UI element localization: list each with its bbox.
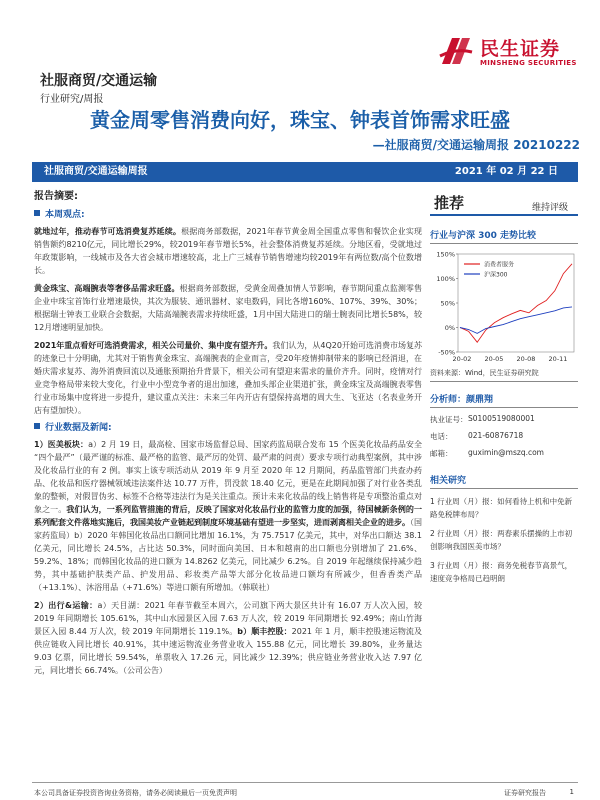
report-type: 行业研究/周报	[40, 94, 104, 105]
x-tick-label: 20-08	[516, 355, 536, 363]
sidebar-column	[430, 190, 578, 585]
related-report-link[interactable]: 3 行业周（月）报：商务免税春节高景气，速度竞争格局已趋明朗	[430, 561, 573, 583]
y-tick-label: 150%	[436, 250, 455, 259]
y-tick-label: 100%	[436, 275, 455, 283]
y-tick-label: -50%	[438, 348, 455, 357]
paragraph-travel: 2）出行&运输：a）天目湖：2021 年春节截至本周六，公司旗下两大景区共计有 16.07 万人次入园，较 2019 年同期增长 105.61%，其中山水园景区入园 7.63 万人次，较 2019 年同期增长 92.49%；南山竹海景区入园 8.44 万人次，较 2019 年同期增长 119.1%。b）顺丰控股：2021 年 1 月，顺丰控股速运物流及供应链收入同比增长 40.91%，其中速运物流业务营业收入 155.88 亿元，同比增长 39.80%，业务量达 9.03 亿票，同比增长 59.54%，单票收入 17.26 元，同比减少 12.39%；供应链业务营业收入达 7.97 亿元，同比增长 66.74%。（公司公告）	[34, 601, 423, 675]
logo-seal-icon	[438, 34, 474, 68]
y-tick-label: 0%	[444, 324, 455, 332]
series-line-1	[460, 307, 572, 334]
legend-label: 消费者服务	[484, 261, 515, 269]
related-report-link[interactable]: 2 行业周（月）报：两春素乐摆操的上市初创影响我国医美市场？	[430, 529, 573, 551]
analyst-heading: 分析师：颜鼎翔	[430, 392, 578, 408]
bullet-icon	[34, 423, 40, 429]
report-title: 黄金周零售消费向好，珠宝、钟表首饰需求旺盛	[90, 108, 510, 132]
paragraph-2: 黄金珠宝、高端腕表等奢侈品需求旺盛。根据商务部数据，受黄金周叠加情人节影响，春节期间重点监测零售企业中珠宝首饰行业增速最快，其次为服装、通讯器材、家电数码，同比各增160%、107%、39%、30%；根据瑞士钟表工业联合会数据，大陆高端腕表需求持续旺盛，1月中国大陆进口的瑞士腕表同比增长58%，较12月增速明显加快。	[34, 284, 422, 332]
rating-row	[430, 190, 578, 216]
paragraph-medical-beauty: 1）医美板块：a）2 月 19 日，最高检、国家市场监督总局、国家药监局联合发布 15 个医美化妆品药品安全 “四个最严”（最严谨的标准、最严格的监管、最严厉的处罚、最严肃的问责）要求专项行动典型案例，其中涉及化妆品行业的有 2 例。事实上该专项活动从 2019 年 9 月至 2020 年 12 月期间，药品监管部门共查办药品、化妆品和医疗器械领域违法案件达 10.77 万件，罚没款 18.40 亿元，更是在此期间加强了对行业各类乱象的整顿，对假冒伪劣、标签不合格等违法行为是关注重点。预计未来化妆品的线上销售将是专项整治重点对象之一。我们认为，一系列监管措施的背后，反映了国家对化妆品行业的监管力度的加强，待国械新条例的一系列配套文件落地实施后，我国美妆产业链起到制度环境基础有望进一步坚实，进而剥离相关企业的进步。（国家药监局）b）2020 年韩国化妆品出口额同比增加 16.1%，为 75.7517 亿美元，其中，对华出口额达 38.1 亿美元，同比增长 24.5%，占比达 50.3%，同时面向美国、日本和越南的出口额也分别增加了 21.6%、59.2%、18%；而韩国化妆品的进口额为 14.8262 亿美元，同比减少 6.2%。自 2019 年起继续保持减少趋势，其中基础护肤类产品、护发用品、彩妆类产品等大部分化妆品进口额均有所减少，但香香类产品（+13.1%）、沐浴用品（+71.6%）等进口额有所增加。（韩联社）	[34, 440, 422, 592]
rating-status: 维持评级	[531, 203, 568, 213]
x-tick-label: 20-05	[484, 355, 504, 363]
chart-title: 行业与沪深 300 走势比较	[430, 228, 578, 244]
analyst-key: 执业证号：	[430, 415, 468, 424]
paragraph-3: 2021年重点看好可选消费需求，相关公司量价、集中度有望齐升。我们认为，从4Q20开始可选消费市场复苏的迹象已十分明确，尤其对于销售黄金珠宝、高端腕表的企业而言，受20年疫情抑制带来的影响已经消退，在婚庆需求复苏、海外消费回流以及通胀预期抬升背景下，相关公司有望迎来需求的量价齐升。同时，疫情对行业竞争格局带来较大变化，行业中小型竞争者的退出加速，叠加头部企业渠道扩张，黄金珠宝及高端腕表零售行业市场集中度将进一步提升，建议重点关注：未来三年内开店有望保持高增的周大生、飞亚达（名表业务开店有望加快）。	[34, 341, 422, 415]
analyst-row	[430, 448, 578, 459]
bullet-icon	[34, 210, 40, 216]
analyst-info	[430, 414, 578, 459]
y-tick-label: 50%	[440, 299, 455, 308]
footer-disclaimer: 本公司具备证券投资咨询业务资格，请务必阅读最后一页免责声明	[34, 789, 237, 797]
trend-chart-svg	[430, 248, 578, 366]
related-list	[430, 495, 578, 585]
analyst-key: 邮箱：	[430, 449, 453, 458]
analyst-value: 021-60876718	[468, 431, 524, 440]
x-tick-label: 20-02	[452, 355, 472, 363]
trend-chart	[430, 248, 578, 366]
series-line-0	[460, 264, 572, 342]
analyst-value: S0100519080001	[468, 414, 535, 423]
company-logo	[438, 32, 578, 72]
footer-label: 证券研究报告	[504, 789, 546, 797]
header-bar-title: 社服商贸/交通运输周报	[44, 166, 148, 177]
related-report-link[interactable]: 1 行业周（月）报：如何看待上机和中免新路免税牌布局？	[430, 497, 573, 519]
section-industry-data: 行业数据及新闻:	[34, 422, 422, 435]
analyst-row	[430, 431, 578, 442]
logo-brand-cn: 民生证券	[480, 38, 561, 60]
chart-source: 资料来源：Wind，民生证券研究院	[430, 366, 578, 382]
page-footer	[32, 782, 578, 797]
analyst-value[interactable]: guximin@mszq.com	[468, 448, 544, 457]
summary-column	[34, 190, 422, 682]
x-tick-label: 20-11	[548, 355, 568, 363]
legend-label: 沪深300	[484, 271, 508, 279]
page-number: 1	[569, 788, 574, 796]
analyst-key: 电话：	[430, 432, 453, 441]
sector-label: 社服商贸/交通运输	[40, 73, 158, 89]
logo-brand-en: MINSHENG SECURITIES	[480, 59, 577, 67]
section-viewpoint: 本周观点:	[34, 209, 422, 222]
header-bar	[32, 162, 578, 182]
summary-heading: 报告摘要:	[34, 191, 78, 202]
plot-frame	[458, 254, 574, 352]
related-heading: 相关研究	[430, 473, 578, 489]
header-bar-date: 2021 年 02 月 22 日	[454, 166, 558, 177]
report-subtitle: —社服商贸/交通运输周报 20210222	[372, 138, 580, 152]
paragraph-1: 就地过年，推动春节可选消费复苏延续。根据商务部数据，2021年春节黄金周全国重点零售和餐饮企业实现销售额约8210亿元，同比增长29%，较2019年春节增长5%，社会整体消费复苏延续。分地区看，受就地过年政策影响，一线城市及各大省会城市增速较高，北上广三城春节销售增速均较2019年有两位数/高个位数增长。	[34, 227, 423, 275]
rating-label: 推荐	[434, 194, 465, 212]
analyst-row	[430, 414, 578, 425]
